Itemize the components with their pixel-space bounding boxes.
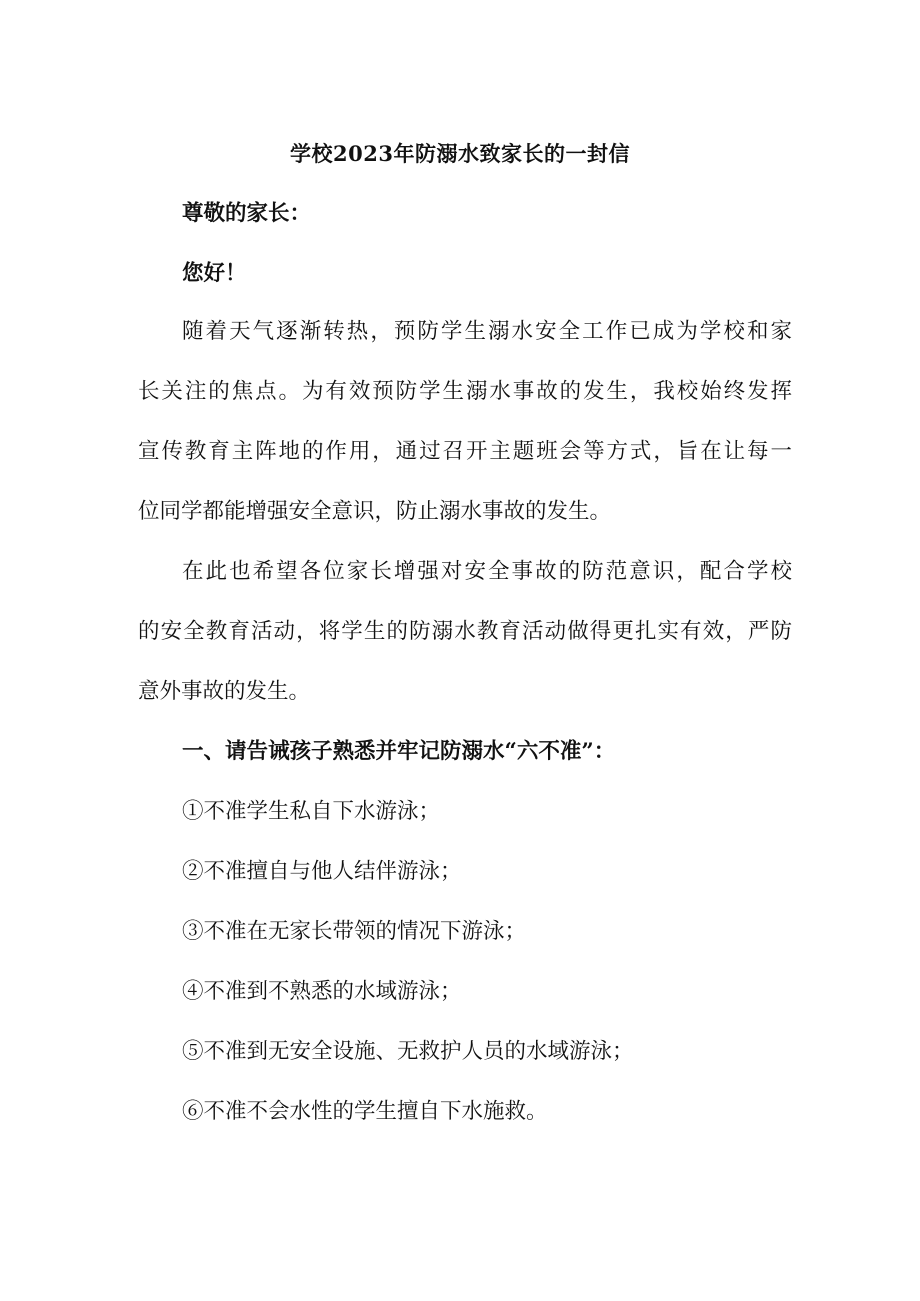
section-heading: 一、请告诫孩子熟悉并牢记防溺水“六不准”： (182, 739, 616, 764)
rule-item: ②不准擅自与他人结伴游泳； (182, 859, 462, 884)
paragraph-line: 宣传教育主阵地的作用，通过召开主题班会等方式，旨在让每一 (138, 439, 792, 464)
rule-item: ①不准学生私自下水游泳； (182, 799, 441, 824)
rule-item: ③不准在无家长带领的情况下游泳； (182, 919, 527, 944)
paragraph-line: 在此也希望各位家长增强对安全事故的防范意识，配合学校 (182, 559, 792, 584)
greeting: 您好！ (182, 261, 247, 286)
paragraph-line: 随着天气逐渐转热，预防学生溺水安全工作已成为学校和家 (182, 319, 792, 344)
rule-item: ⑤不准到无安全设施、无救护人员的水域游泳； (182, 1039, 634, 1064)
paragraph-line: 意外事故的发生。 (138, 679, 311, 704)
document-title: 学校2023年防溺水致家长的一封信 (290, 141, 630, 166)
salutation: 尊敬的家长： (182, 201, 312, 226)
rule-item: ⑥不准不会水性的学生擅自下水施救。 (182, 1099, 548, 1124)
paragraph-line: 的安全教育活动，将学生的防溺水教育活动做得更扎实有效，严防 (138, 619, 792, 644)
paragraph-line: 位同学都能增强安全意识，防止溺水事故的发生。 (138, 499, 612, 524)
rule-item: ④不准到不熟悉的水域游泳； (182, 979, 462, 1004)
paragraph-line: 长关注的焦点。为有效预防学生溺水事故的发生，我校始终发挥 (138, 379, 792, 404)
